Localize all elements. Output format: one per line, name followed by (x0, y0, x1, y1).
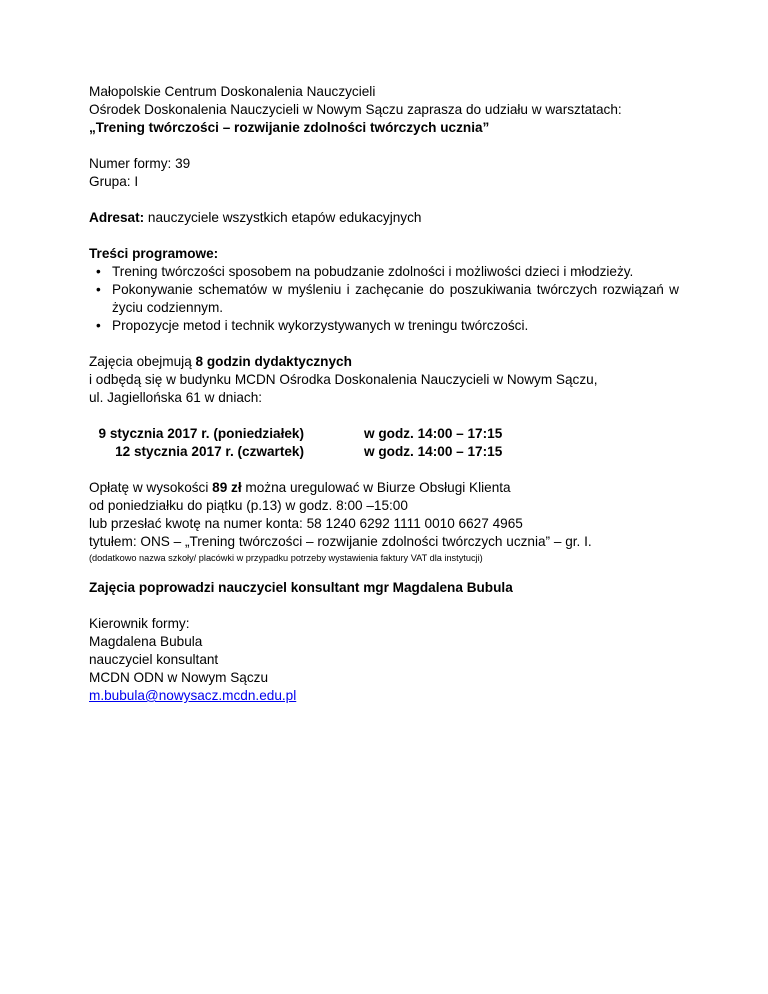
document-page (89, 83, 679, 705)
payment-line-4: tytułem: ONS – „Trening twórczości – rozwijanie zdolności twórczych ucznia” – gr. I. (89, 534, 592, 549)
hour-label: w godz. 14:00 – 17:15 (364, 444, 503, 459)
hour-label: w godz. 14:00 – 17:15 (364, 426, 503, 441)
addressee-label: Adresat: (89, 210, 145, 225)
program-heading: Treści programowe: (89, 246, 219, 261)
list-item: • Trening twórczości sposobem na pobudzanie zdolności i możliwości dzieci i młodzieży. (96, 264, 634, 279)
list-item: • Propozycje metod i technik wykorzystywanych w treningu twórczości. (96, 318, 529, 333)
addressee-value: nauczyciele wszystkich etapów edukacyjnych (144, 210, 422, 225)
workshop-title: „Trening twórczości – rozwijanie zdolności twórczych ucznia” (89, 120, 490, 135)
payment-line-3: lub przesłać kwotę na numer konta: 58 1240 6292 1111 0010 6627 4965 (89, 516, 523, 531)
header-line-2: Ośrodek Doskonalenia Nauczycieli w Nowym Sączu zaprasza do udziału w warsztatach: (89, 102, 622, 117)
leader-role-label: Kierownik formy: (89, 616, 190, 631)
form-group: Grupa: I (89, 174, 139, 189)
form-number: Numer formy: 39 (89, 156, 191, 171)
payment-amount: 89 zł (212, 480, 242, 495)
addressee (89, 209, 679, 227)
email-link[interactable]: m.bubula@nowysacz.mcdn.edu.pl (89, 688, 297, 703)
date-label: 9 stycznia 2017 r. (poniedziałek) (98, 426, 304, 441)
program-list (89, 263, 679, 335)
date-row (89, 443, 679, 461)
payment-note: (dodatkowo nazwa szkoły/ placówki w przypadku potrzeby wystawienia faktury VAT dla instytucji) (89, 553, 483, 563)
bullet-icon: • (96, 282, 101, 297)
schedule-intro: Zajęcia obejmują 8 godzin dydaktycznych (89, 354, 352, 369)
schedule-dates (89, 425, 679, 461)
date-row (89, 425, 679, 443)
bullet-icon: • (96, 318, 101, 333)
leader-title: nauczyciel konsultant (89, 652, 219, 667)
bullet-icon: • (96, 264, 101, 279)
schedule-address: ul. Jagiellońska 61 w dniach: (89, 390, 263, 405)
schedule-location: i odbędą się w budynku MCDN Ośrodka Doskonalenia Nauczycieli w Nowym Sączu, (89, 372, 598, 387)
schedule-hours: 8 godzin dydaktycznych (195, 354, 352, 369)
date-label: 12 stycznia 2017 r. (czwartek) (115, 444, 304, 459)
leader-name: Magdalena Bubula (89, 634, 203, 649)
header-line-1: Małopolskie Centrum Doskonalenia Nauczycieli (89, 84, 376, 99)
leader-statement: Zajęcia poprowadzi nauczyciel konsultant mgr Magdalena Bubula (89, 580, 513, 595)
payment-line-2: od poniedziałku do piątku (p.13) w godz. 8:00 –15:00 (89, 498, 408, 513)
list-item: • Pokonywanie schematów w myśleniu i zachęcanie do poszukiwania twórczych rozwiązań w życiu codziennym. (96, 282, 679, 315)
payment-line-1: Opłatę w wysokości 89 zł można uregulować w Biurze Obsługi Klienta (89, 480, 511, 495)
leader-institution: MCDN ODN w Nowym Sączu (89, 670, 269, 685)
